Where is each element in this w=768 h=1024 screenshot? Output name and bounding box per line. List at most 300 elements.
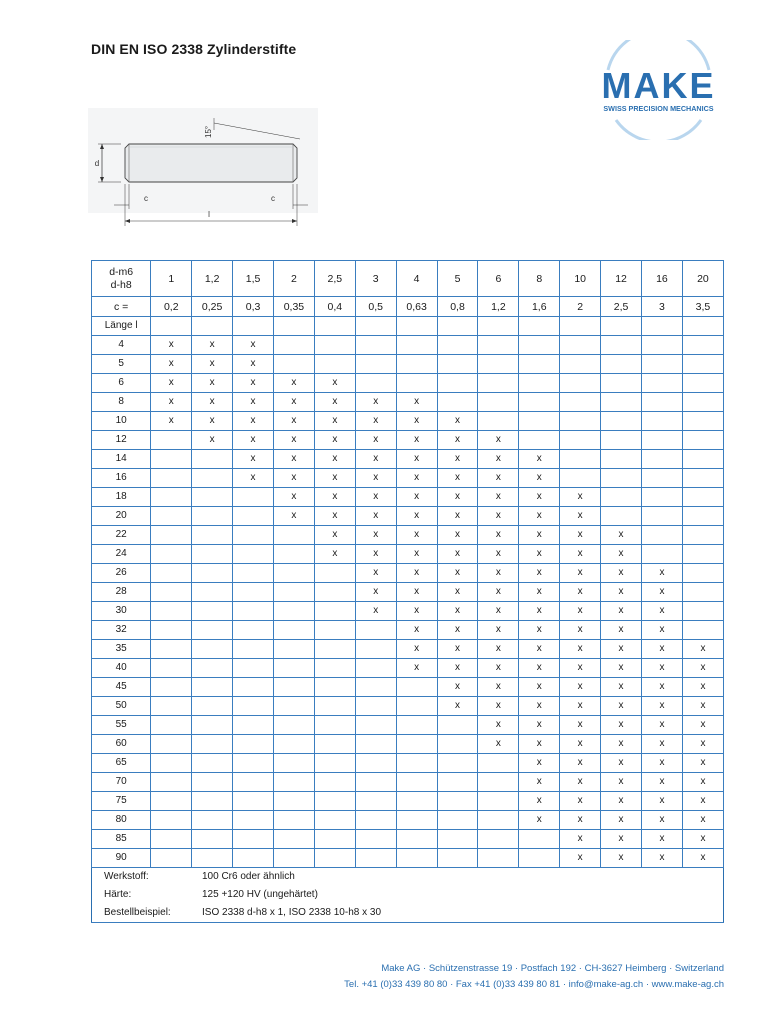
- empty-cell: [601, 317, 642, 336]
- availability-mark: x: [519, 488, 560, 507]
- drawing-label-c-right: c: [271, 194, 275, 203]
- empty-cell: [192, 659, 233, 678]
- empty-cell: [233, 507, 274, 526]
- availability-mark: x: [682, 792, 723, 811]
- chamfer-value: 0,35: [273, 297, 314, 317]
- availability-mark: x: [601, 849, 642, 868]
- availability-mark: x: [355, 412, 396, 431]
- empty-cell: [314, 811, 355, 830]
- empty-cell: [437, 735, 478, 754]
- diameter-header: 16: [642, 261, 683, 297]
- length-value: 65: [92, 754, 151, 773]
- availability-mark: x: [355, 507, 396, 526]
- empty-cell: [314, 792, 355, 811]
- empty-cell: [314, 336, 355, 355]
- availability-mark: x: [233, 412, 274, 431]
- length-value: 26: [92, 564, 151, 583]
- availability-mark: x: [560, 849, 601, 868]
- availability-mark: x: [314, 545, 355, 564]
- empty-cell: [192, 469, 233, 488]
- empty-cell: [601, 431, 642, 450]
- empty-cell: [192, 716, 233, 735]
- availability-mark: x: [192, 412, 233, 431]
- empty-cell: [314, 564, 355, 583]
- diameter-header: 1: [151, 261, 192, 297]
- empty-cell: [273, 811, 314, 830]
- availability-mark: x: [437, 602, 478, 621]
- availability-mark: x: [560, 621, 601, 640]
- empty-cell: [355, 697, 396, 716]
- availability-mark: x: [642, 754, 683, 773]
- availability-mark: x: [601, 697, 642, 716]
- empty-cell: [151, 830, 192, 849]
- length-value: 75: [92, 792, 151, 811]
- empty-cell: [233, 545, 274, 564]
- availability-mark: x: [314, 374, 355, 393]
- empty-cell: [355, 355, 396, 374]
- availability-mark: x: [233, 393, 274, 412]
- empty-cell: [273, 735, 314, 754]
- empty-cell: [233, 678, 274, 697]
- empty-cell: [314, 583, 355, 602]
- availability-mark: x: [601, 564, 642, 583]
- availability-mark: x: [682, 811, 723, 830]
- info-cell: [92, 886, 724, 904]
- length-value: 80: [92, 811, 151, 830]
- empty-cell: [355, 317, 396, 336]
- empty-cell: [601, 507, 642, 526]
- empty-cell: [560, 412, 601, 431]
- availability-mark: x: [519, 545, 560, 564]
- empty-cell: [233, 659, 274, 678]
- chamfer-value: 0,4: [314, 297, 355, 317]
- length-value: 85: [92, 830, 151, 849]
- empty-cell: [642, 545, 683, 564]
- availability-mark: x: [437, 545, 478, 564]
- table-row: [92, 849, 724, 868]
- empty-cell: [396, 735, 437, 754]
- empty-cell: [151, 792, 192, 811]
- info-value: ISO 2338 d-h8 x 1, ISO 2338 10-h8 x 30: [202, 907, 382, 918]
- availability-mark: x: [314, 393, 355, 412]
- table-row: [92, 374, 724, 393]
- info-label: Bestellbeispiel:: [104, 907, 171, 918]
- empty-cell: [273, 697, 314, 716]
- availability-mark: x: [560, 773, 601, 792]
- empty-cell: [519, 355, 560, 374]
- empty-cell: [355, 792, 396, 811]
- length-value: 28: [92, 583, 151, 602]
- empty-cell: [273, 526, 314, 545]
- availability-mark: x: [478, 431, 519, 450]
- availability-mark: x: [519, 678, 560, 697]
- empty-cell: [560, 317, 601, 336]
- availability-mark: x: [192, 374, 233, 393]
- empty-cell: [233, 621, 274, 640]
- availability-mark: x: [478, 526, 519, 545]
- availability-mark: x: [519, 621, 560, 640]
- empty-cell: [233, 526, 274, 545]
- availability-mark: x: [192, 431, 233, 450]
- empty-cell: [151, 317, 192, 336]
- length-value: 40: [92, 659, 151, 678]
- availability-mark: x: [642, 792, 683, 811]
- empty-cell: [642, 412, 683, 431]
- empty-cell: [192, 811, 233, 830]
- availability-mark: x: [437, 583, 478, 602]
- availability-mark: x: [519, 754, 560, 773]
- empty-cell: [314, 773, 355, 792]
- empty-cell: [642, 355, 683, 374]
- availability-mark: x: [560, 697, 601, 716]
- availability-mark: x: [560, 811, 601, 830]
- logo-wordmark: MAKE: [601, 65, 716, 106]
- make-logo: [586, 40, 731, 140]
- empty-cell: [437, 849, 478, 868]
- table-row: [92, 469, 724, 488]
- availability-mark: x: [478, 583, 519, 602]
- empty-cell: [151, 678, 192, 697]
- table-row: [92, 792, 724, 811]
- empty-cell: [560, 450, 601, 469]
- availability-mark: x: [437, 564, 478, 583]
- empty-cell: [273, 754, 314, 773]
- empty-cell: [355, 849, 396, 868]
- empty-cell: [682, 621, 723, 640]
- availability-mark: x: [192, 393, 233, 412]
- info-row: [92, 868, 724, 887]
- empty-cell: [478, 317, 519, 336]
- diameter-header: 1,5: [233, 261, 274, 297]
- availability-mark: x: [642, 716, 683, 735]
- empty-cell: [192, 697, 233, 716]
- length-label: Länge l: [92, 317, 151, 336]
- empty-cell: [355, 830, 396, 849]
- drawing-label-d: d: [94, 159, 100, 168]
- empty-cell: [478, 811, 519, 830]
- table-row: [92, 811, 724, 830]
- availability-mark: x: [560, 678, 601, 697]
- empty-cell: [642, 450, 683, 469]
- table-row: [92, 640, 724, 659]
- availability-mark: x: [601, 735, 642, 754]
- info-cell: [92, 868, 724, 887]
- empty-cell: [314, 602, 355, 621]
- empty-cell: [642, 393, 683, 412]
- empty-cell: [437, 374, 478, 393]
- empty-cell: [396, 374, 437, 393]
- empty-cell: [151, 735, 192, 754]
- empty-cell: [642, 507, 683, 526]
- empty-cell: [478, 355, 519, 374]
- availability-mark: x: [437, 412, 478, 431]
- info-cell: [92, 904, 724, 923]
- availability-mark: x: [642, 621, 683, 640]
- chamfer-value: 0,63: [396, 297, 437, 317]
- length-value: 24: [92, 545, 151, 564]
- table-row: [92, 450, 724, 469]
- empty-cell: [151, 621, 192, 640]
- availability-mark: x: [601, 678, 642, 697]
- empty-cell: [682, 526, 723, 545]
- availability-mark: x: [642, 659, 683, 678]
- diameter-header: 2,5: [314, 261, 355, 297]
- empty-cell: [151, 697, 192, 716]
- tolerance-label: d-m6: [109, 265, 134, 278]
- availability-mark: x: [273, 393, 314, 412]
- diameter-header: 20: [682, 261, 723, 297]
- availability-mark: x: [151, 393, 192, 412]
- chamfer-value: 1,2: [478, 297, 519, 317]
- empty-cell: [192, 849, 233, 868]
- availability-mark: x: [355, 431, 396, 450]
- empty-cell: [560, 393, 601, 412]
- empty-cell: [233, 754, 274, 773]
- availability-mark: x: [601, 621, 642, 640]
- availability-mark: x: [560, 716, 601, 735]
- diameter-header: 12: [601, 261, 642, 297]
- availability-mark: x: [519, 716, 560, 735]
- info-row: [92, 886, 724, 904]
- empty-cell: [233, 640, 274, 659]
- empty-cell: [151, 431, 192, 450]
- availability-mark: x: [560, 659, 601, 678]
- empty-cell: [682, 602, 723, 621]
- empty-cell: [519, 431, 560, 450]
- availability-mark: x: [192, 336, 233, 355]
- length-value: 8: [92, 393, 151, 412]
- availability-mark: x: [233, 450, 274, 469]
- empty-cell: [519, 374, 560, 393]
- info-label: Härte:: [104, 889, 132, 900]
- availability-mark: x: [396, 507, 437, 526]
- availability-mark: x: [519, 773, 560, 792]
- empty-cell: [314, 716, 355, 735]
- empty-cell: [642, 374, 683, 393]
- empty-cell: [192, 773, 233, 792]
- empty-cell: [478, 792, 519, 811]
- availability-mark: x: [478, 488, 519, 507]
- empty-cell: [519, 412, 560, 431]
- empty-cell: [192, 602, 233, 621]
- empty-cell: [682, 545, 723, 564]
- availability-mark: x: [519, 811, 560, 830]
- availability-mark: x: [396, 488, 437, 507]
- availability-mark: x: [437, 621, 478, 640]
- empty-cell: [273, 659, 314, 678]
- empty-cell: [192, 792, 233, 811]
- empty-cell: [396, 773, 437, 792]
- availability-mark: x: [560, 488, 601, 507]
- availability-mark: x: [437, 640, 478, 659]
- empty-cell: [478, 754, 519, 773]
- empty-cell: [151, 773, 192, 792]
- availability-mark: x: [560, 735, 601, 754]
- availability-mark: x: [601, 754, 642, 773]
- availability-mark: x: [314, 526, 355, 545]
- availability-mark: x: [519, 735, 560, 754]
- empty-cell: [682, 355, 723, 374]
- empty-cell: [273, 583, 314, 602]
- info-row: [92, 904, 724, 923]
- empty-cell: [601, 374, 642, 393]
- empty-cell: [478, 374, 519, 393]
- empty-cell: [437, 830, 478, 849]
- availability-mark: x: [642, 830, 683, 849]
- empty-cell: [396, 317, 437, 336]
- availability-mark: x: [233, 469, 274, 488]
- availability-mark: x: [519, 697, 560, 716]
- availability-mark: x: [560, 583, 601, 602]
- availability-mark: x: [478, 564, 519, 583]
- dimension-table: [91, 260, 724, 923]
- availability-mark: x: [233, 374, 274, 393]
- empty-cell: [273, 716, 314, 735]
- footer: [344, 961, 724, 993]
- availability-mark: x: [560, 754, 601, 773]
- empty-cell: [601, 469, 642, 488]
- availability-mark: x: [682, 830, 723, 849]
- availability-mark: x: [682, 716, 723, 735]
- length-value: 55: [92, 716, 151, 735]
- empty-cell: [273, 336, 314, 355]
- empty-cell: [682, 412, 723, 431]
- availability-mark: x: [396, 393, 437, 412]
- empty-cell: [519, 830, 560, 849]
- availability-mark: x: [396, 431, 437, 450]
- table-row: [92, 507, 724, 526]
- availability-mark: x: [601, 716, 642, 735]
- availability-mark: x: [396, 564, 437, 583]
- empty-cell: [151, 849, 192, 868]
- empty-cell: [642, 488, 683, 507]
- availability-mark: x: [314, 507, 355, 526]
- empty-cell: [314, 849, 355, 868]
- availability-mark: x: [642, 564, 683, 583]
- availability-mark: x: [519, 469, 560, 488]
- availability-mark: x: [355, 393, 396, 412]
- empty-cell: [642, 469, 683, 488]
- empty-cell: [478, 393, 519, 412]
- availability-mark: x: [233, 336, 274, 355]
- empty-cell: [151, 640, 192, 659]
- empty-cell: [560, 469, 601, 488]
- empty-cell: [192, 317, 233, 336]
- empty-cell: [396, 792, 437, 811]
- empty-cell: [355, 659, 396, 678]
- empty-cell: [682, 374, 723, 393]
- empty-cell: [437, 792, 478, 811]
- empty-cell: [273, 317, 314, 336]
- availability-mark: x: [519, 602, 560, 621]
- availability-mark: x: [396, 583, 437, 602]
- table-row: [92, 526, 724, 545]
- availability-mark: x: [314, 431, 355, 450]
- length-value: 4: [92, 336, 151, 355]
- document-title: DIN EN ISO 2338 Zylinderstifte: [91, 41, 297, 57]
- empty-cell: [314, 640, 355, 659]
- availability-mark: x: [355, 602, 396, 621]
- availability-mark: x: [560, 564, 601, 583]
- length-value: 18: [92, 488, 151, 507]
- availability-mark: x: [355, 545, 396, 564]
- length-value: 14: [92, 450, 151, 469]
- empty-cell: [273, 773, 314, 792]
- empty-cell: [396, 830, 437, 849]
- availability-mark: x: [437, 526, 478, 545]
- availability-mark: x: [601, 526, 642, 545]
- availability-mark: x: [151, 336, 192, 355]
- availability-mark: x: [478, 621, 519, 640]
- empty-cell: [151, 507, 192, 526]
- availability-mark: x: [601, 792, 642, 811]
- diameter-header: 2: [273, 261, 314, 297]
- empty-cell: [682, 488, 723, 507]
- availability-mark: x: [396, 621, 437, 640]
- availability-mark: x: [560, 830, 601, 849]
- empty-cell: [437, 336, 478, 355]
- length-value: 30: [92, 602, 151, 621]
- table-row: [92, 545, 724, 564]
- availability-mark: x: [273, 412, 314, 431]
- table-row: [92, 678, 724, 697]
- availability-mark: x: [355, 450, 396, 469]
- empty-cell: [396, 716, 437, 735]
- availability-mark: x: [601, 640, 642, 659]
- availability-mark: x: [682, 849, 723, 868]
- availability-mark: x: [437, 678, 478, 697]
- empty-cell: [192, 640, 233, 659]
- empty-cell: [642, 317, 683, 336]
- table-row: [92, 735, 724, 754]
- availability-mark: x: [314, 450, 355, 469]
- empty-cell: [355, 621, 396, 640]
- availability-mark: x: [355, 564, 396, 583]
- availability-mark: x: [396, 412, 437, 431]
- empty-cell: [151, 716, 192, 735]
- length-label-row: [92, 317, 724, 336]
- length-value: 60: [92, 735, 151, 754]
- availability-mark: x: [314, 488, 355, 507]
- empty-cell: [233, 849, 274, 868]
- empty-cell: [437, 317, 478, 336]
- availability-mark: x: [355, 488, 396, 507]
- empty-cell: [355, 640, 396, 659]
- table-row: [92, 716, 724, 735]
- availability-mark: x: [642, 583, 683, 602]
- drawing-label-l: l: [208, 210, 210, 219]
- availability-mark: x: [273, 507, 314, 526]
- table-row: [92, 583, 724, 602]
- availability-mark: x: [478, 507, 519, 526]
- empty-cell: [314, 754, 355, 773]
- availability-mark: x: [519, 564, 560, 583]
- empty-cell: [560, 336, 601, 355]
- availability-mark: x: [355, 583, 396, 602]
- empty-cell: [273, 602, 314, 621]
- drawing-label-angle: 15°: [204, 125, 213, 138]
- chamfer-row: [92, 297, 724, 317]
- empty-cell: [314, 621, 355, 640]
- empty-cell: [314, 659, 355, 678]
- table-row: [92, 431, 724, 450]
- table-row: [92, 754, 724, 773]
- empty-cell: [478, 336, 519, 355]
- empty-cell: [396, 336, 437, 355]
- length-value: 90: [92, 849, 151, 868]
- empty-cell: [355, 678, 396, 697]
- empty-cell: [314, 355, 355, 374]
